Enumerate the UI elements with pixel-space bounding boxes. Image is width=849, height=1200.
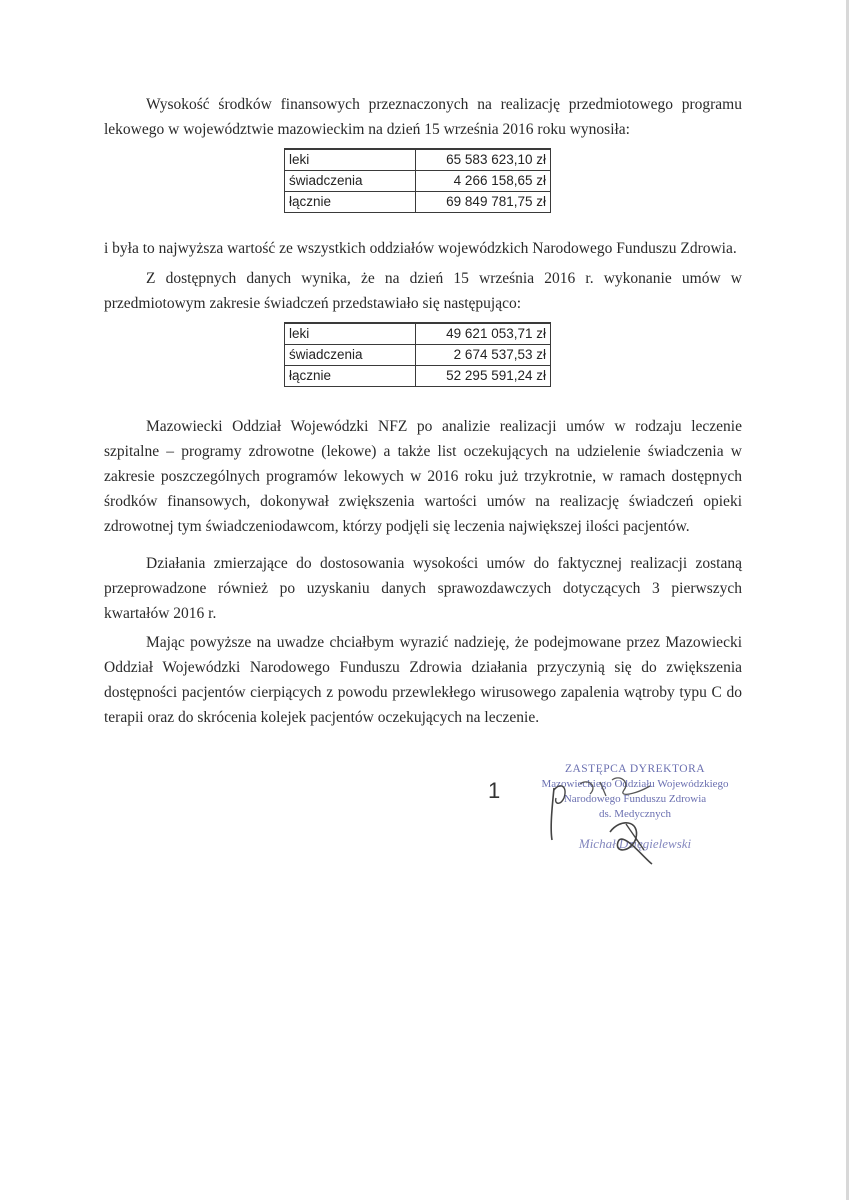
paragraph-closing-hope: Mając powyższe na uwadze chciałbym wyrazić nadzieję, że podejmowane przez Mazowiecki Oddział Wojewódzki Narodowego Funduszu Zdrowia działania przyczynią się do zwiększenia dostępności pacjentów cierpiących z powodu przewlekłego wirusowego zapalenia wątroby typu C do terapii oraz do skrócenia kolejek pacjentów oczekujących na leczenie. (104, 634, 742, 726)
table-cell-label: leki (285, 323, 416, 345)
table-row (285, 171, 551, 192)
table-row (285, 345, 551, 366)
table-cell-value: 4 266 158,65 zł (416, 171, 551, 192)
stamp-line: Narodowego Funduszu Zdrowia (563, 793, 707, 805)
table-cell-value: 65 583 623,10 zł (416, 149, 551, 171)
table-cell-label: łącznie (285, 192, 416, 213)
paragraph-adjustment-actions: Działania zmierzające do dostosowania wysokości umów do faktycznej realizacji zostaną przeprowadzone również po uzyskaniu danych sprawozdawczych dotyczących 3 pierwszych kwartałów 2016 r. (104, 555, 742, 622)
handwritten-signature (540, 768, 720, 878)
table-cell-label: świadczenia (285, 171, 416, 192)
table-cell-label: łącznie (285, 366, 416, 387)
table-cell-value: 69 849 781,75 zł (416, 192, 551, 213)
table-cell-label: świadczenia (285, 345, 416, 366)
paragraph-highest-value: i była to najwyższa wartość ze wszystkich oddziałów wojewódzkich Narodowego Funduszu Zdrowia. (104, 240, 737, 257)
stamp-line: ds. Medycznych (598, 808, 672, 820)
table-cell-value: 49 621 053,71 zł (416, 323, 551, 345)
paragraph-contract-increase: Mazowiecki Oddział Wojewódzki NFZ po analizie realizacji umów w rodzaju leczenie szpitalne – programy zdrowotne (lekowe) a także list oczekujących na udzielenie świadczenia w zakresie poszczególnych programów lekowych w 2016 roku już trzykrotnie, w ramach dostępnych środków finansowych, dokonywał zwiększenia wartości umów na realizację świadczeń opieki zdrowotnej tym świadczeniodawcom, którzy podjęli się leczenia największej ilości pacjentów. (104, 418, 742, 535)
paragraph-funding-amount: Wysokość środków finansowych przeznaczonych na realizację przedmiotowego programu lekowego w województwie mazowieckim na dzień 15 września 2016 roku wynosiła: (104, 96, 742, 138)
table-cell-value: 52 295 591,24 zł (416, 366, 551, 387)
table-cell-label: leki (285, 149, 416, 171)
table-row (285, 323, 551, 345)
stamp-line: Mazowieckiego Oddziału Wojewódzkiego (541, 778, 729, 790)
table-row (285, 366, 551, 387)
stamp-title: ZASTĘPCA DYREKTORA (564, 763, 706, 775)
stamp-signatory-name: Michał Dzięgielewski (578, 836, 692, 851)
table-row (285, 192, 551, 213)
table-allocated-funds (284, 148, 551, 213)
table-cell-value: 2 674 537,53 zł (416, 345, 551, 366)
margin-mark: 1 (488, 778, 501, 803)
paragraph-execution-intro: Z dostępnych danych wynika, że na dzień 15 września 2016 r. wykonanie umów w przedmiotowym zakresie świadczeń przedstawiało się następująco: (104, 270, 742, 312)
table-executed-contracts (284, 322, 551, 387)
table-row (285, 149, 551, 171)
